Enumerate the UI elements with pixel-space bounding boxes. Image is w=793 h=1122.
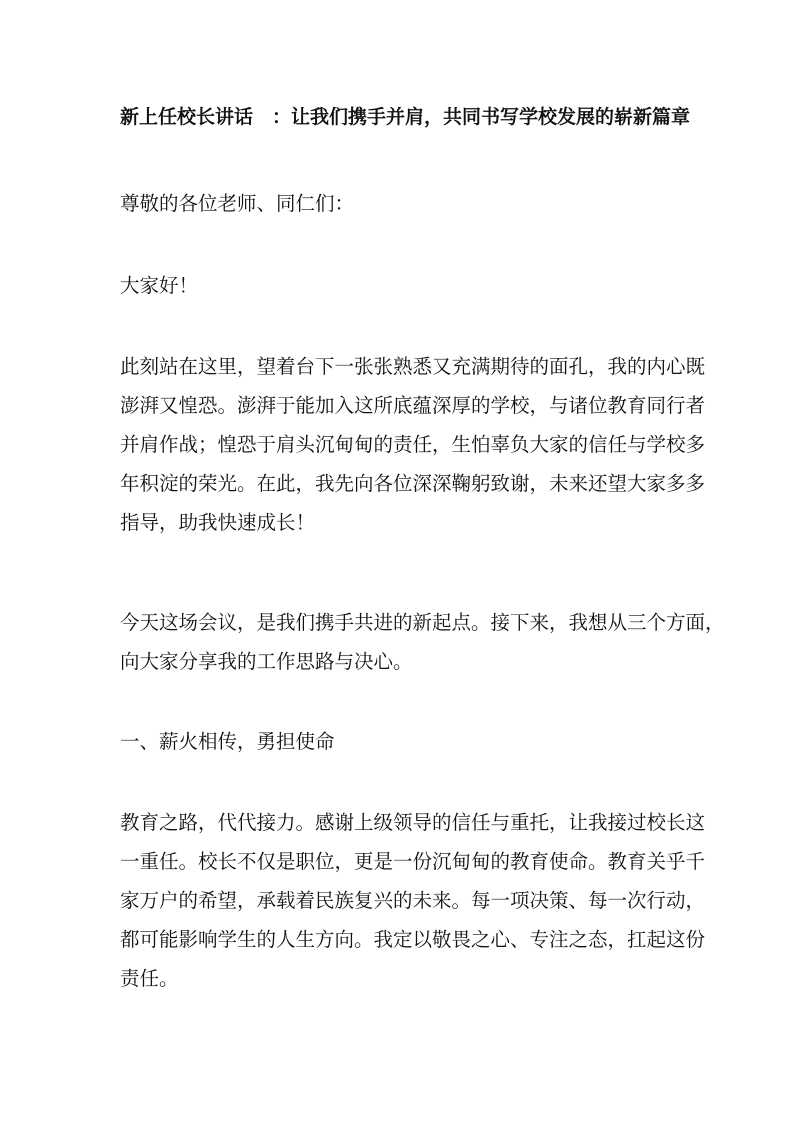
text-line: 教育之路，代代接力。感谢上级领导的信任与重托，让我接过校长这 <box>120 811 706 834</box>
text-line: 都可能影响学生的人生方向。我定以敬畏之心、专注之态，扛起这份 <box>120 928 706 951</box>
text-line: 年积淀的荣光。在此，我先向各位深深鞠躬致谢，未来还望大家多多 <box>120 472 706 495</box>
section-heading-1: 一、薪火相传，勇担使命 <box>120 730 335 753</box>
paragraph-1 <box>120 347 706 542</box>
text-line: 今天这场会议，是我们携手共进的新起点。接下来，我想从三个方面， <box>120 611 725 634</box>
document-title: 新上任校长讲话 ：让我们携手并肩，共同书写学校发展的崭新篇章 <box>120 106 691 128</box>
hello-line: 大家好！ <box>120 274 199 297</box>
paragraph-3 <box>120 803 706 998</box>
text-line: 家万户的希望，承载着民族复兴的未来。每一项决策、每一次行动， <box>120 889 706 912</box>
paragraph-2 <box>120 603 725 681</box>
text-line: 澎湃又惶恐。澎湃于能加入这所底蕴深厚的学校，与诸位教育同行者 <box>120 394 706 417</box>
text-line: 责任。 <box>120 967 179 990</box>
text-line: 向大家分享我的工作思路与决心。 <box>120 650 413 673</box>
text-line: 此刻站在这里，望着台下一张张熟悉又充满期待的面孔，我的内心既 <box>120 355 706 378</box>
text-line: 一重任。校长不仅是职位，更是一份沉甸甸的教育使命。教育关乎千 <box>120 850 706 873</box>
text-line: 指导，助我快速成长！ <box>120 511 316 534</box>
text-line: 并肩作战；惶恐于肩头沉甸甸的责任，生怕辜负大家的信任与学校多 <box>120 433 706 456</box>
greeting: 尊敬的各位老师、同仁们： <box>120 192 355 215</box>
